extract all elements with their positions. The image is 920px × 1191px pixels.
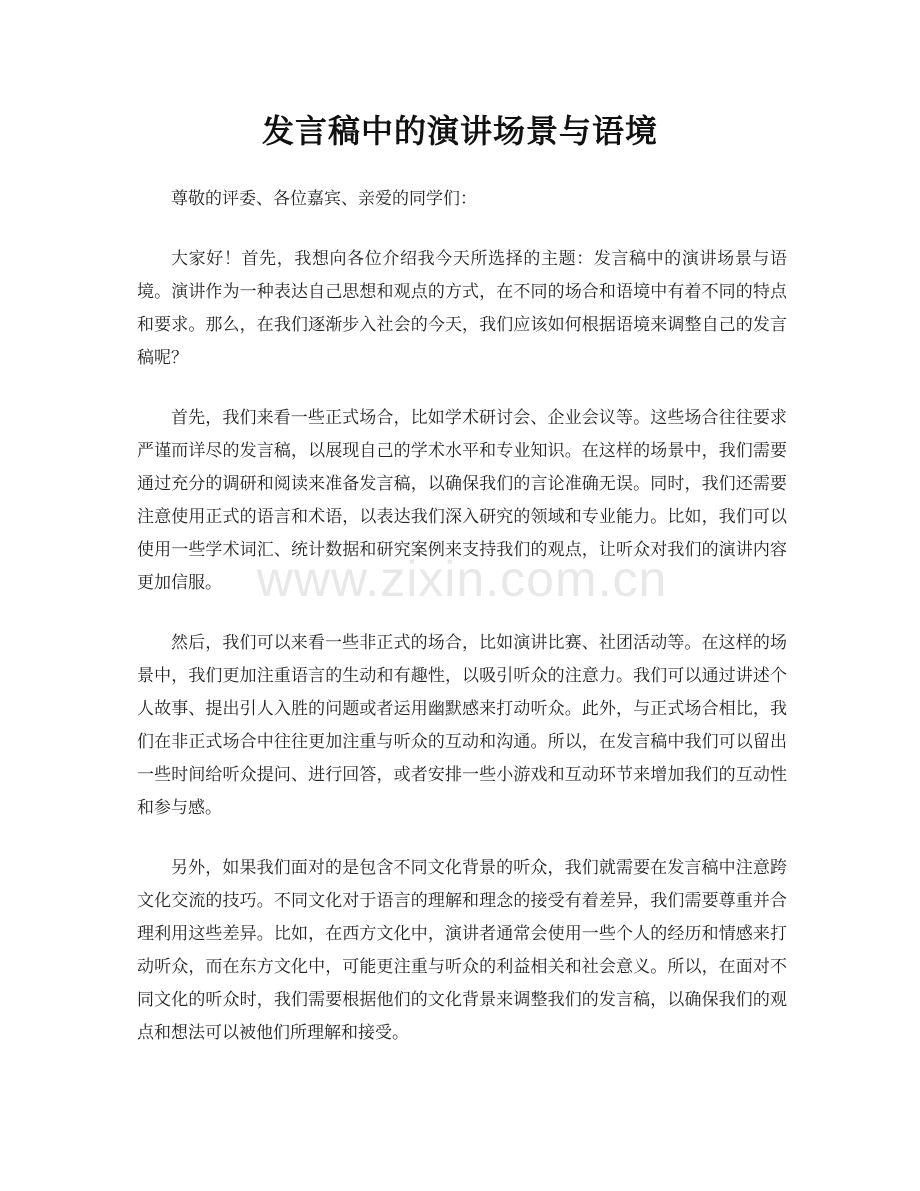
body-paragraph: 另外，如果我们面对的是包含不同文化背景的听众，我们就需要在发言稿中注意跨文化交流的技巧。不同文化对于语言的理解和理念的接受有着差异，我们需要尊重并合理利用这些差异。比如，在西方文化中，演讲者通常会使用一些个人的经历和情感来打动听众，而在东方文化中，可能更注重与听众的利益相关和社会意义。所以，在面对不同文化的听众时，我们需要根据他们的文化背景来调整我们的发言稿，以确保我们的观点和想法可以被他们所理解和接受。 [137, 858, 787, 1043]
body-paragraph: 首先，我们来看一些正式场合，比如学术研讨会、企业会议等。这些场合往往要求严谨而详尽的发言稿，以展现自己的学术水平和专业知识。在这样的场景中，我们需要通过充分的调研和阅读来准备发言稿，以确保我们的言论准确无误。同时，我们还需要注意使用正式的语言和术语，以表达我们深入研究的领域和专业能力。比如，我们可以使用一些学术词汇、统计数据和研究案例来支持我们的观点，让听众对我们的演讲内容更加信服。 [137, 408, 787, 593]
watermark-text: www.zixin.com.cn [256, 551, 668, 607]
body-paragraph: 然后，我们可以来看一些非正式的场合，比如演讲比赛、社团活动等。在这样的场景中，我们更加注重语言的生动和有趣性，以吸引听众的注意力。我们可以通过讲述个人故事、提出引人入胜的问题或者运用幽默感来打动听众。此外，与正式场合相比，我们在非正式场合中往往更加注重与听众的互动和沟通。所以，在发言稿中我们可以留出一些时间给听众提问、进行回答，或者安排一些小游戏和互动环节来增加我们的互动性和参与感。 [137, 633, 787, 818]
document-body [137, 183, 787, 1077]
greeting-paragraph: 尊敬的评委、各位嘉宾、亲爱的同学们： [171, 189, 477, 209]
body-paragraph: 大家好！首先，我想向各位介绍我今天所选择的主题：发言稿中的演讲场景与语境。演讲作为一种表达自己思想和观点的方式，在不同的场合和语境中有着不同的特点和要求。那么，在我们逐渐步入社会的今天，我们应该如何根据语境来调整自己的发言稿呢？ [137, 249, 787, 368]
document-title: 发言稿中的演讲场景与语境 [261, 112, 658, 150]
